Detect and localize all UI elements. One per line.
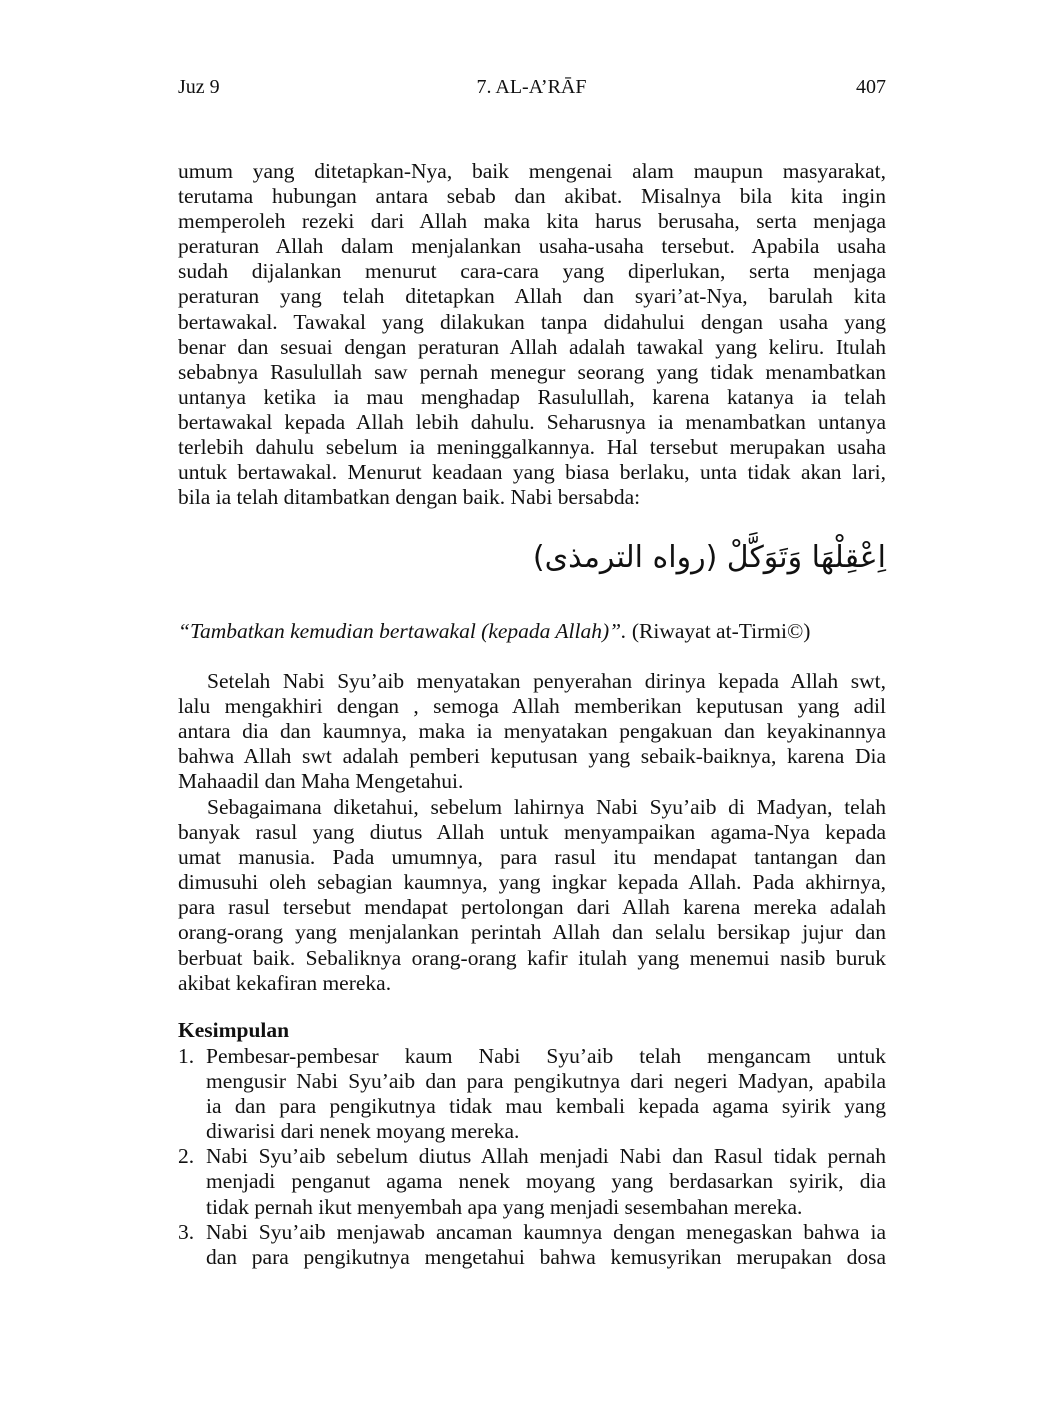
hadith-source: (Riwayat at-Tirmi©) <box>626 619 811 643</box>
text-line: banyak rasul yang diutus Allah untuk menyampaikan agama-Nya kepada <box>178 820 886 845</box>
text-line: peraturan Allah dalam menjalankan usaha-usaha tersebut. Apabila usaha <box>178 234 886 259</box>
paragraph-2 <box>178 669 886 794</box>
text-line: Nabi Syu’aib menjawab ancaman kaumnya dengan menegaskan bahwa ia <box>206 1219 886 1244</box>
text-line: bertawakal. Tawakal yang dilakukan tanpa didahului dengan usaha yang <box>178 309 886 334</box>
list-item <box>178 1220 886 1270</box>
hadith-translation <box>178 619 810 644</box>
text-line: ia dan para pengikutnya tidak mau kembali kepada agama syirik yang <box>206 1094 886 1119</box>
text-line: antara dia dan kaumnya, maka ia menyatakan pengakuan dan keyakinannya <box>178 719 886 744</box>
text-line: sudah dijalankan menurut cara-cara yang diperlukan, serta menjaga <box>178 259 886 284</box>
text-line: diwarisi dari nenek moyang mereka. <box>206 1119 520 1144</box>
conclusion-list <box>178 1044 886 1270</box>
text-line: terlebih dahulu sebelum ia meninggalkannya. Hal tersebut merupakan usaha <box>178 435 886 460</box>
text-line: para rasul tersebut mendapat pertolongan dari Allah karena mereka adalah <box>178 895 886 920</box>
list-number: 1. <box>178 1044 195 1068</box>
header-juz: Juz 9 <box>178 76 220 98</box>
paragraph-3 <box>178 795 886 996</box>
text-line: peraturan yang telah ditetapkan Allah dan syari’at-Nya, barulah kita <box>178 284 886 309</box>
text-line: memperoleh rezeki dari Allah maka kita harus berusaha, serta menjaga <box>178 209 886 234</box>
text-line: bertawakal kepada Allah lebih dahulu. Seharusnya ia menambatkan untanya <box>178 409 886 434</box>
list-item <box>178 1044 886 1144</box>
text-line: umum yang ditetapkan-Nya, baik mengenai alam maupun masyarakat, <box>178 159 886 183</box>
text-line: Nabi Syu’aib sebelum diutus Allah menjadi Nabi dan Rasul tidak pernah <box>206 1144 886 1169</box>
list-number: 2. <box>178 1144 195 1169</box>
header-chapter-title: 7. AL-A’RĀF <box>476 76 587 98</box>
page-number: 407 <box>856 76 886 98</box>
arabic-hadith: اِعْقِلْهَا وَتَوَكَّلْ (رواه الترمذى) <box>532 540 886 575</box>
text-line: sebabnya Rasulullah saw pernah menegur seorang yang tidak menambatkan <box>178 359 886 384</box>
text-line: benar dan sesuai dengan peraturan Allah adalah tawakal yang keliru. Itulah <box>178 334 886 359</box>
translation-text: “Tambatkan kemudian bertawakal (kepada Allah)”. <box>178 619 627 643</box>
text-line: tidak pernah ikut menyembah apa yang menjadi sesembahan mereka. <box>206 1194 803 1219</box>
text-line: bahwa Allah swt adalah pemberi keputusan yang sebaik-baiknya, karena Dia <box>178 744 886 769</box>
text-line: umat manusia. Pada umumnya, para rasul itu mendapat tantangan dan <box>178 845 886 870</box>
section-heading-kesimpulan: Kesimpulan <box>178 1018 290 1042</box>
text-line: Setelah Nabi Syu’aib menyatakan penyerahan dirinya kepada Allah swt, <box>207 669 886 693</box>
text-line: Sebagaimana diketahui, sebelum lahirnya Nabi Syu’aib di Madyan, telah <box>207 795 886 819</box>
text-line: bila ia telah ditambatkan dengan baik. Nabi bersabda: <box>178 485 641 510</box>
text-line: terutama hubungan antara sebab dan akibat. Misalnya bila kita ingin <box>178 184 886 209</box>
list-number: 3. <box>178 1219 195 1244</box>
text-line: untuk bertawakal. Menurut keadaan yang biasa berlaku, unta tidak akan lari, <box>178 460 886 485</box>
text-line: mengusir Nabi Syu’aib dan para pengikutnya dari negeri Madyan, apabila <box>206 1069 886 1094</box>
list-item <box>178 1144 886 1219</box>
text-line: dan para pengikutnya mengetahui bahwa kemusyrikan merupakan dosa <box>206 1244 886 1269</box>
text-line: menjadi penganut agama nenek moyang yang berdasarkan syirik, dia <box>206 1169 886 1194</box>
text-line: berbuat baik. Sebaliknya orang-orang kafir itulah yang menemui nasib buruk <box>178 945 886 970</box>
text-line: untanya ketika ia mau menghadap Rasulullah, karena katanya ia telah <box>178 384 886 409</box>
text-line: orang-orang yang menjalankan perintah Allah dan selalu bersikap jujur dan <box>178 920 886 945</box>
paragraph-1 <box>178 159 886 510</box>
text-line: Mahaadil dan Maha Mengetahui. <box>178 769 464 794</box>
text-line: Pembesar-pembesar kaum Nabi Syu’aib telah mengancam untuk <box>206 1044 886 1068</box>
text-line: dimusuhi oleh sebagian kaumnya, yang ingkar kepada Allah. Pada akhirnya, <box>178 870 886 895</box>
text-line: lalu mengakhiri dengan , semoga Allah memberikan keputusan yang adil <box>178 694 886 719</box>
text-line: akibat kekafiran mereka. <box>178 970 392 995</box>
